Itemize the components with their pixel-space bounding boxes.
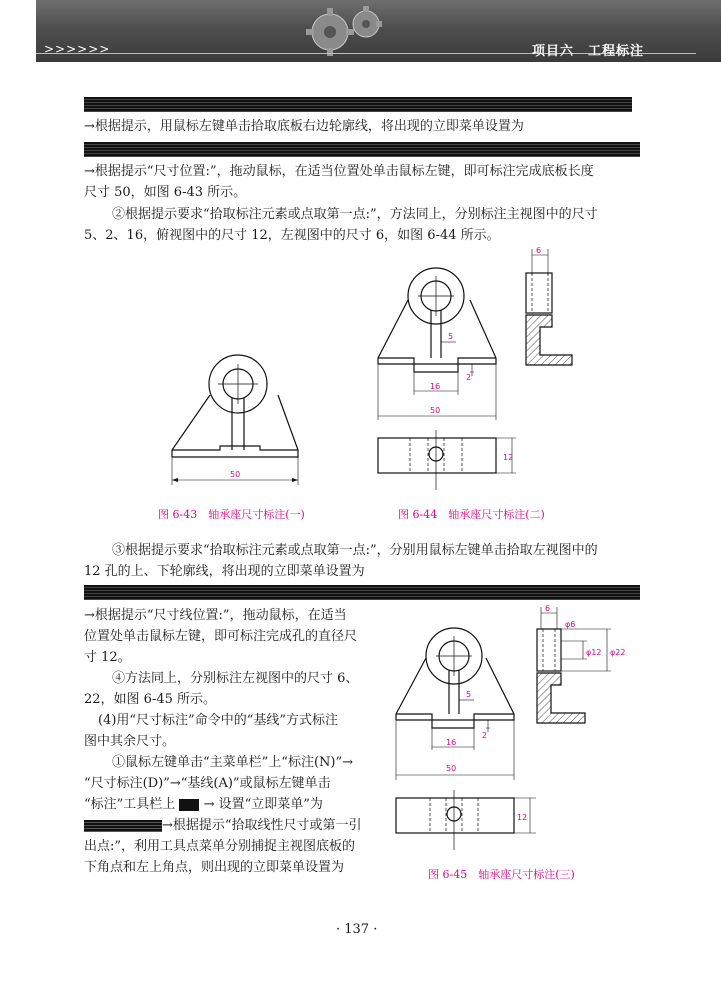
figure-caption: 图 6-45 轴承座尺寸标注(三)	[428, 868, 575, 881]
paragraph: 寸 12。	[84, 650, 131, 665]
paragraph-text: →根据提示“拾取线性尺寸或第一引	[162, 818, 362, 833]
paragraph: 12 孔的上、下轮廓线，将出现的立即菜单设置为	[84, 564, 365, 579]
figure-caption: 图 6-43 轴承座尺寸标注(一)	[158, 508, 305, 521]
paragraph: “尺寸标注(D)”→“基线(A)”或鼠标左键单击	[84, 776, 331, 791]
dimension-label: 2	[466, 373, 472, 382]
paragraph: 图中其余尺寸。	[84, 734, 176, 749]
paragraph	[84, 795, 323, 815]
paragraph: 5、2、16，俯视图中的尺寸 12，左视图中的尺寸 6，如图 6-44 所示。	[84, 228, 500, 243]
paragraph: (4)用“尺寸标注”命令中的“基线”方式标注	[98, 713, 338, 728]
paragraph: 位置处单击鼠标左键，即可标注完成孔的直径尺	[84, 629, 358, 644]
figure-6-44-front-view	[370, 260, 510, 425]
paragraph: ②根据提示要求“拾取标注元素或点取第一点:”，方法同上，分别标注主视图中的尺寸	[112, 207, 598, 222]
paragraph: ④方法同上，分别标注左视图中的尺寸 6、	[112, 671, 359, 686]
dimension-label: 5	[448, 332, 454, 341]
dimension-label: φ22	[610, 648, 626, 657]
paragraph: →根据提示“尺寸位置:”，拖动鼠标，在适当位置处单击鼠标左键，即可标注完成底板长度	[84, 164, 594, 179]
dimension-label: 16	[430, 382, 441, 391]
dimension-label: 50	[430, 406, 441, 415]
paragraph-text: “标注”工具栏上	[84, 797, 176, 812]
paragraph: 出点:”，利用工具点菜单分别捕捉主视图底板的	[84, 839, 356, 854]
paragraph: 下角点和左上角点，则出现的立即菜单设置为	[84, 860, 345, 875]
paragraph	[84, 816, 362, 836]
dimension-label: φ6	[565, 620, 576, 629]
figure-caption: 图 6-44 轴承座尺寸标注(二)	[398, 508, 545, 521]
menu-image-bar	[84, 97, 632, 112]
paragraph: ③根据提示要求“拾取标注元素或点取第一点:”，分别用鼠标左键单击拾取左视图中的	[112, 543, 598, 558]
paragraph: ①鼠标左键单击“主菜单栏”上“标注(N)”→	[112, 755, 353, 770]
dimension-label: 12	[503, 453, 514, 462]
dimension-label: φ12	[586, 648, 602, 657]
figure-6-43	[160, 350, 310, 500]
menu-image-bar	[84, 820, 162, 832]
paragraph: 22，如图 6-45 所示。	[84, 692, 217, 707]
figure-6-45-front-view	[390, 620, 525, 785]
paragraph: 尺寸 50，如图 6-43 所示。	[84, 185, 247, 200]
menu-image-bar	[84, 585, 640, 600]
paragraph: →根据提示“尺寸线位置:”，拖动鼠标，在适当	[84, 608, 347, 623]
menu-image-bar	[84, 142, 640, 157]
paragraph: →根据提示，用鼠标左键单击拾取底板右边轮廓线，将出现的立即菜单设置为	[84, 119, 524, 134]
section-title: 项目六 工程标注	[532, 44, 645, 59]
dimension-label: 2	[482, 731, 488, 740]
dimension-label: 12	[517, 813, 528, 822]
dimension-label: 5	[466, 690, 472, 699]
dimension-label: 6	[536, 246, 542, 255]
figure-6-44-side-view	[512, 245, 582, 380]
dimension-label: 16	[446, 738, 457, 747]
dimension-label: 50	[446, 764, 457, 773]
page-number: · 137 ·	[336, 922, 378, 937]
figure-6-44-top-view	[370, 430, 520, 495]
figure-6-45-side-view	[525, 605, 635, 735]
paragraph-text: → 设置“立即菜单”为	[203, 797, 323, 812]
baseline-tool-icon	[179, 799, 199, 811]
dimension-label: 50	[230, 470, 241, 479]
dimension-label: 6	[545, 605, 551, 613]
figure-6-45-top-view	[390, 790, 540, 855]
chevron-decoration: >>>>>>	[44, 42, 111, 56]
